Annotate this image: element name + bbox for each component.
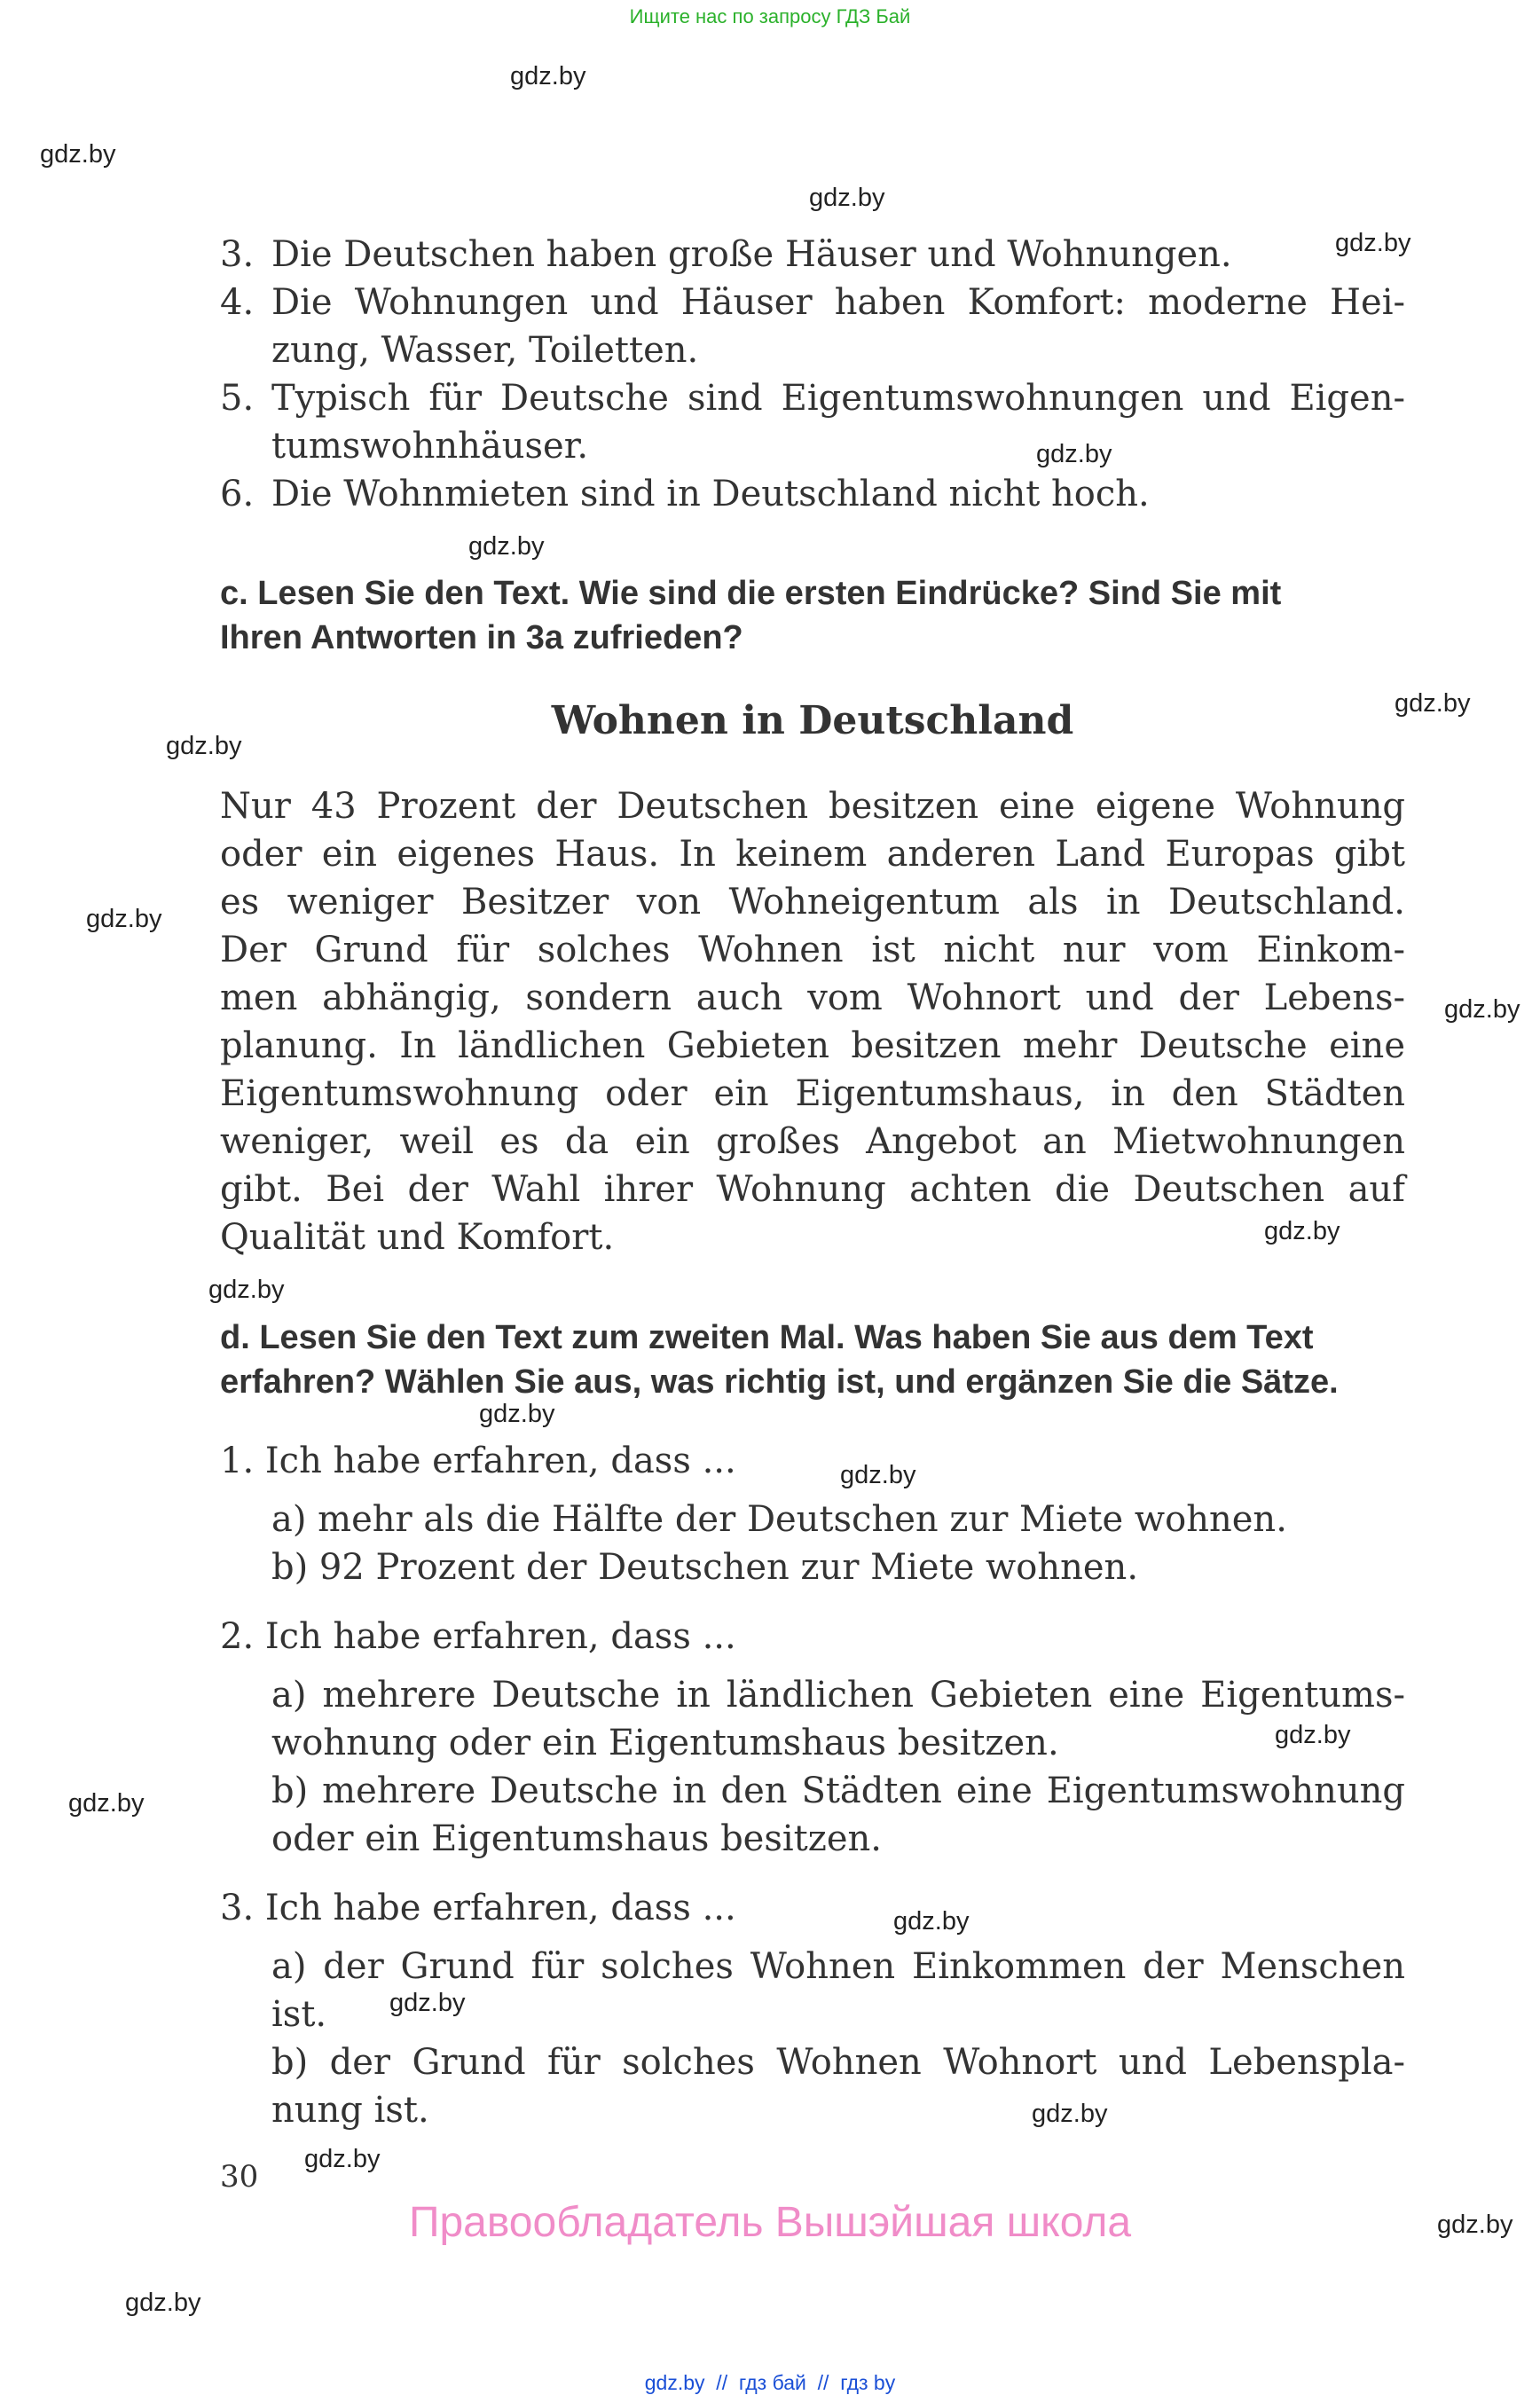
text-line: es weniger Besitzer von Wohneigentum als in Deutschland. [220,882,1405,923]
exercise-option-continued: wohnung oder ein Eigentumshaus besitzen. [271,1723,1059,1763]
text-line: gibt. Bei der Wahl ihrer Wohnung achten die Deutschen auf [220,1169,1405,1210]
list-item [220,470,1150,518]
watermark: gdz.by [510,62,586,90]
list-text: Die Deutschen haben große Häuser und Wohnungen. [271,234,1232,275]
list-text: Die Wohnmieten sind in Deutschland nicht hoch. [271,474,1150,514]
exercise-stem: 2. Ich habe erfahren, dass ... [220,1616,736,1657]
exercise-option: b) mehrere Deutsche in den Städten eine Eigentumswohnung [271,1771,1405,1811]
watermark: gdz.by [40,140,116,169]
list-number: 5. [220,378,255,419]
task-c-instruction: Ihren Antworten in 3a zufrieden? [220,619,743,656]
watermark: gdz.by [1335,229,1411,257]
watermark: gdz.by [1275,1721,1351,1749]
exercise-option: a) der Grund für solches Wohnen Einkommen der Menschen [271,1946,1405,1987]
list-item [220,374,1405,422]
exercise-option-continued: nung ist. [271,2090,429,2131]
text-title: Wohnen in Deutschland [551,698,1074,743]
text-line: Eigentumswohnung oder ein Eigentumshaus, in den Städten [220,1073,1405,1114]
task-d-instruction: erfahren? Wählen Sie aus, was richtig ist, und ergänzen Sie die Sätze. [220,1363,1339,1401]
list-number: 4. [220,282,255,323]
exercise-stem: 1. Ich habe erfahren, dass ... [220,1441,736,1481]
exercise-option-continued: ist. [271,1994,327,2035]
list-item [220,279,1405,326]
text-line: oder ein eigenes Haus. In keinem anderen Land Europas gibt [220,834,1405,875]
watermark: gdz.by [1032,2100,1108,2128]
watermark: gdz.by [208,1276,285,1304]
watermark: gdz.by [1036,440,1112,468]
list-number: 6. [220,474,255,514]
exercise-option: a) mehr als die Hälfte der Deutschen zur Miete wohnen. [271,1499,1287,1540]
exercise-option: b) der Grund für solches Wohnen Wohnort und Lebenspla- [271,2042,1405,2083]
watermark: gdz.by [166,732,242,760]
text-line: Der Grund für solches Wohnen ist nicht nur vom Einkom- [220,930,1405,970]
watermark: gdz.by [840,1461,916,1489]
watermark: gdz.by [304,2145,381,2173]
watermark: gdz.by [1395,689,1471,718]
text-line: planung. In ländlichen Gebieten besitzen mehr Deutsche eine [220,1025,1405,1066]
exercise-stem: 3. Ich habe erfahren, dass ... [220,1888,736,1928]
task-d-instruction: d. Lesen Sie den Text zum zweiten Mal. Was haben Sie aus dem Text [220,1319,1314,1356]
watermark: gdz.by [68,1789,145,1818]
list-text: Die Wohnungen und Häuser haben Komfort: moderne Hei- [271,282,1405,323]
watermark: gdz.by [479,1400,555,1428]
text-line: Nur 43 Prozent der Deutschen besitzen eine eigene Wohnung [220,786,1405,827]
watermark: gdz.by [1437,2211,1513,2239]
watermark: gdz.by [809,184,885,212]
watermark: gdz.by [1264,1217,1340,1245]
exercise-option: a) mehrere Deutsche in ländlichen Gebieten eine Eigentums- [271,1675,1405,1716]
exercise-option-continued: oder ein Eigentumshaus besitzen. [271,1818,882,1859]
page-number: 30 [220,2159,259,2195]
watermark: gdz.by [468,532,545,561]
rights-holder-notice: Правообладатель Вышэйшая школа [408,2199,1132,2246]
watermark: gdz.by [125,2289,201,2317]
list-text-continued: tumswohnhäuser. [271,426,589,467]
list-number: 3. [220,234,255,275]
list-text: Typisch für Deutsche sind Eigentumswohnungen und Eigen- [271,378,1405,419]
text-line: Qualität und Komfort. [220,1217,615,1258]
text-line: men abhängig, sondern auch vom Wohnort und der Lebens- [220,978,1405,1018]
list-item [220,231,1232,279]
exercise-option: b) 92 Prozent der Deutschen zur Miete wohnen. [271,1547,1139,1588]
list-text-continued: zung, Wasser, Toiletten. [271,330,699,371]
task-c-instruction: c. Lesen Sie den Text. Wie sind die ersten Eindrücke? Sind Sie mit [220,575,1282,612]
reading-text [220,782,1405,1261]
watermark: gdz.by [1444,995,1520,1024]
watermark: gdz.by [389,1989,466,2017]
watermark: gdz.by [893,1907,970,1936]
footer-links[interactable]: gdz.by // гдз бай // гдз by [644,2371,896,2394]
search-hint-banner: Ищите нас по запросу ГДЗ Бай [629,5,911,27]
text-line: weniger, weil es da ein großes Angebot an Mietwohnungen [220,1121,1405,1162]
watermark: gdz.by [86,905,162,933]
